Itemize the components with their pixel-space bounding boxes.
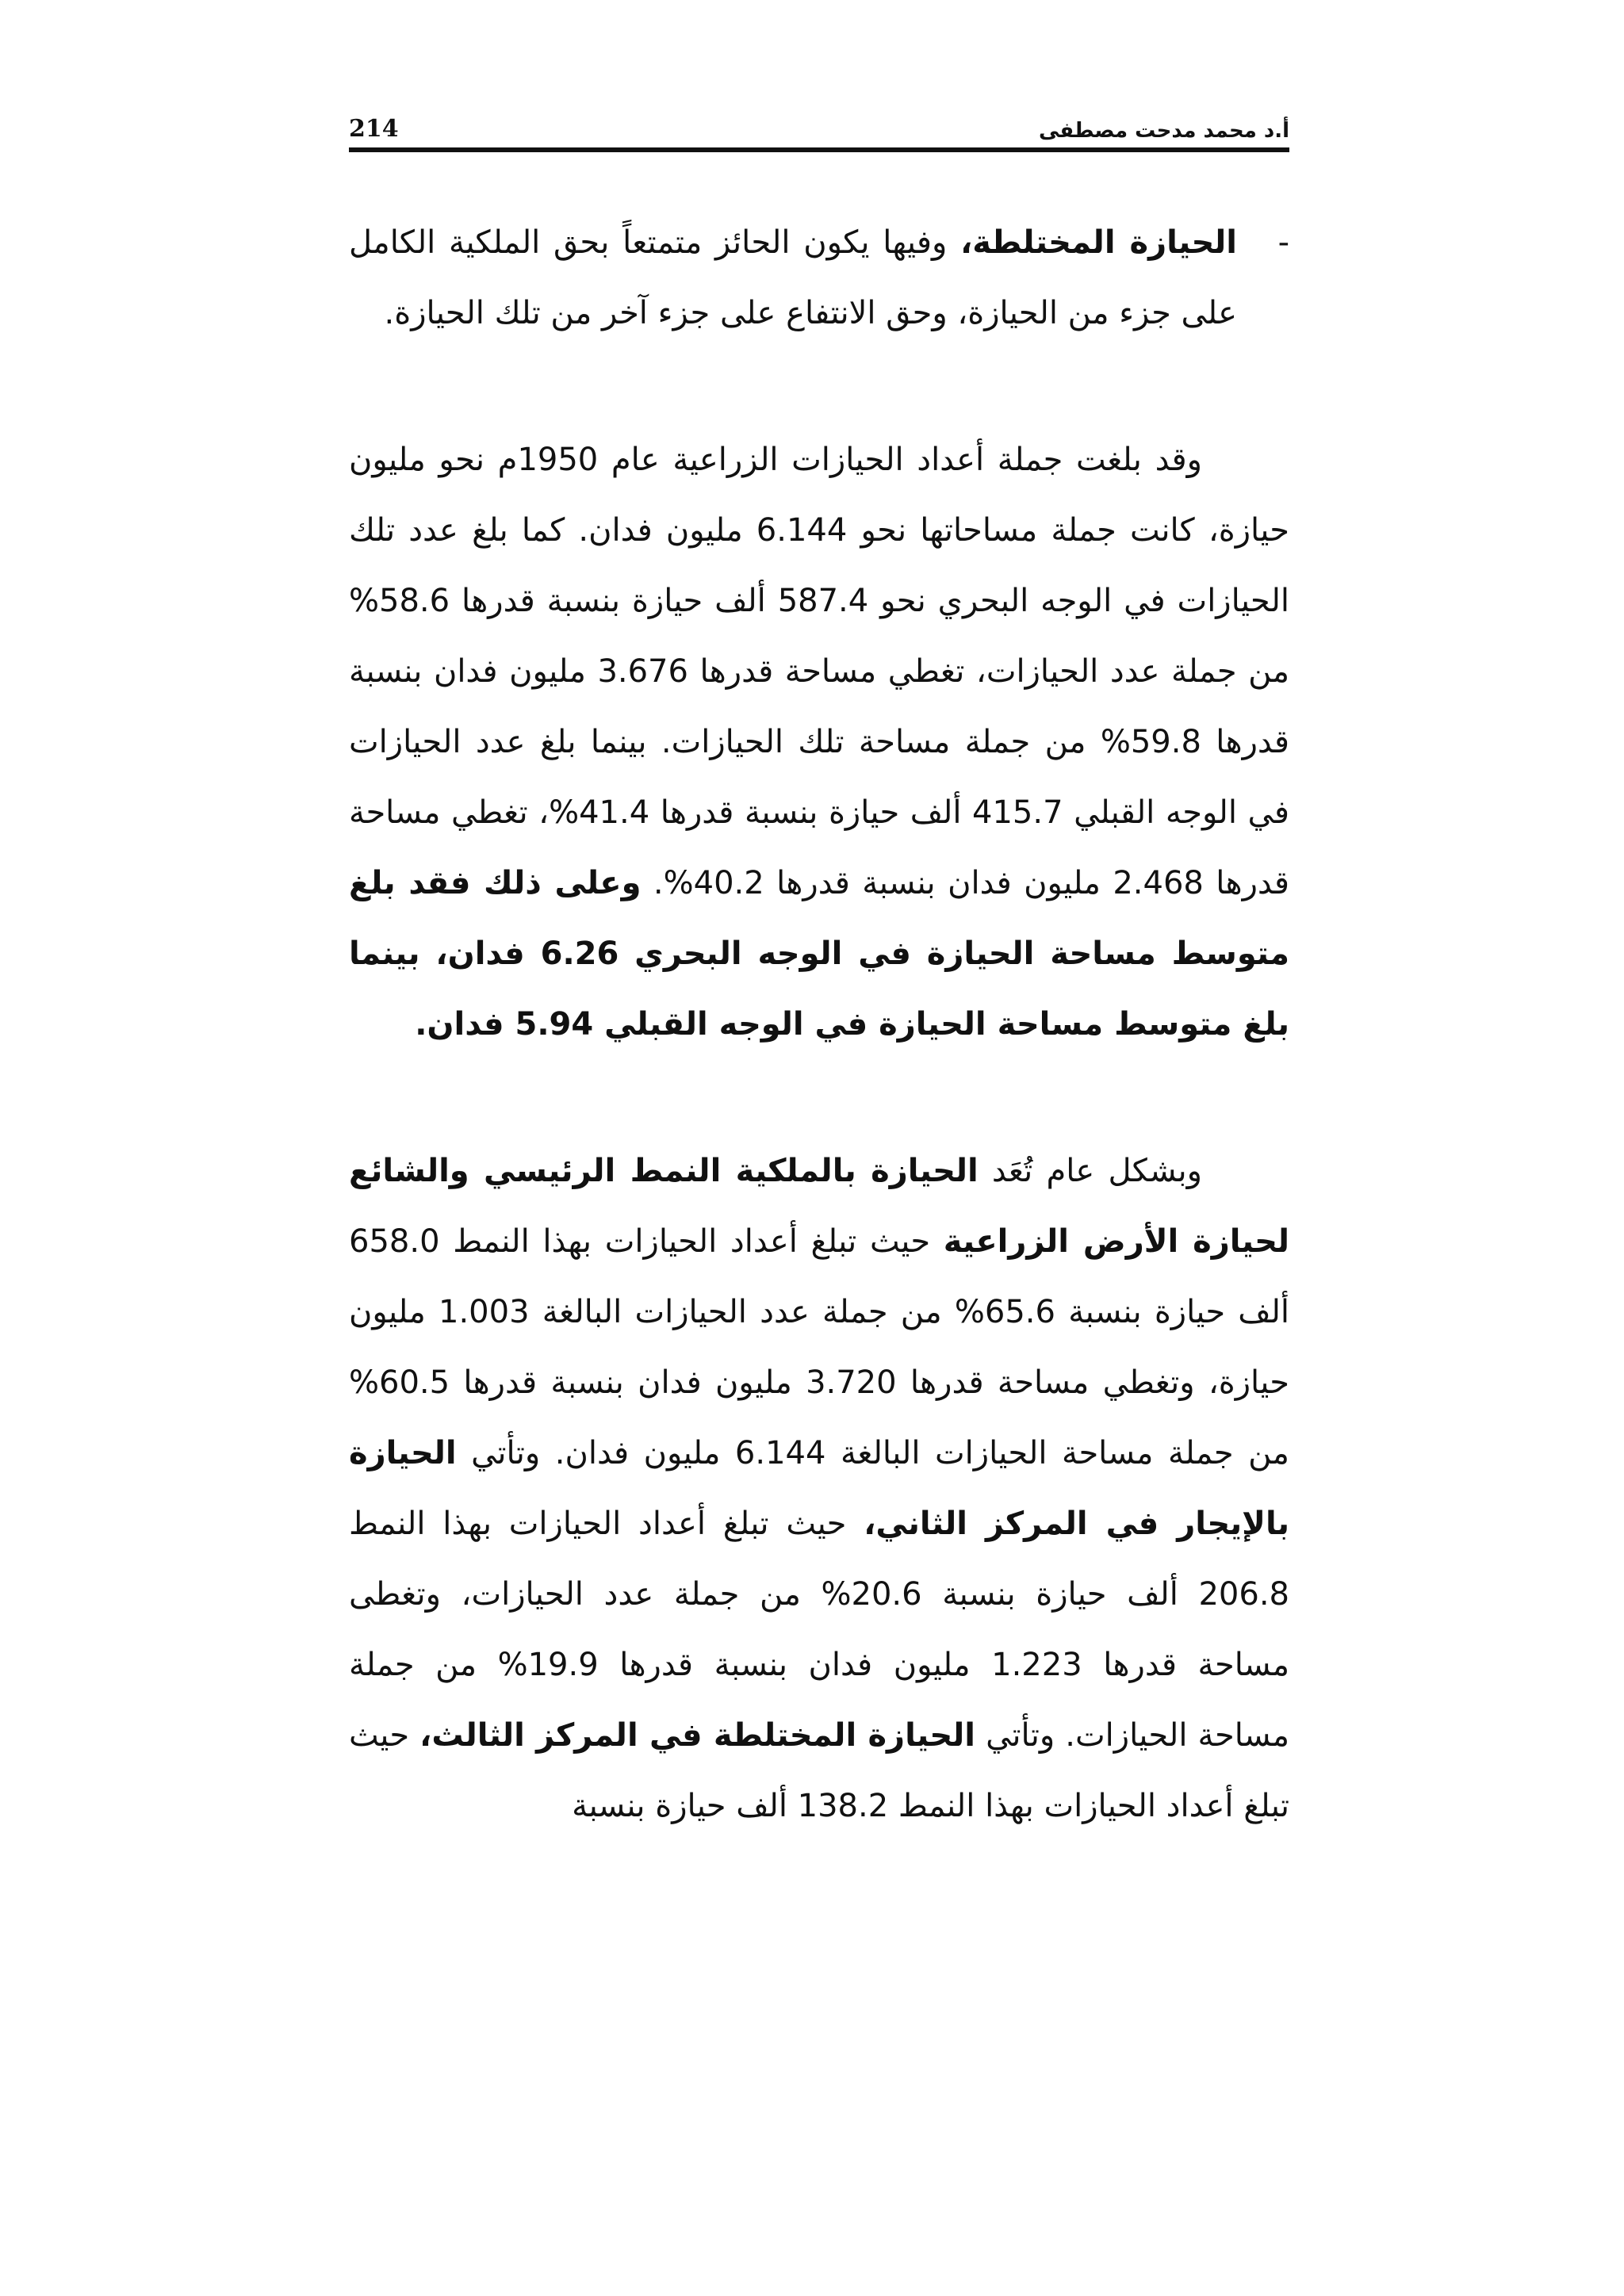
paragraph-2-text-1: وبشكل عام تُعَد	[978, 1153, 1202, 1189]
bullet-bold-lead: الحيازة المختلطة،	[960, 224, 1238, 261]
bullet-mark: -	[1277, 224, 1289, 261]
page-header	[349, 95, 1289, 143]
paragraph-1	[349, 425, 1289, 1060]
header-divider	[349, 147, 1289, 152]
page-number: 214	[349, 115, 399, 143]
paragraph-2-text-4: حيث تبلغ أعداد الحيازات بهذا النمط 138.2 ألف حيازة بنسبة	[349, 1717, 1289, 1824]
bullet-item	[349, 208, 1289, 349]
paragraph-1-text: وقد بلغت جملة أعداد الحيازات الزراعية عام 1950م نحو مليون حيازة، كانت جملة مساحاتها نحو 6.144 مليون فدان. كما بلغ عدد تلك الحيازات في الوجه البحري نحو 587.4 ألف حيازة بنسبة قدرها 58.6% من جملة عدد الحيازات، تغطي مساحة قدرها 3.676 مليون فدان بنسبة قدرها 59.8% من جملة مساحة تلك الحيازات. بينما بلغ عدد الحيازات في الوجه القبلي 415.7 ألف حيازة بنسبة قدرها 41.4%، تغطي مساحة قدرها 2.468 مليون فدان بنسبة قدرها 40.2%.	[349, 442, 1290, 901]
bullet-body: وفيها يكون الحائز متمتعاً بحق الملكية الكامل على جزء من الحيازة، وحق الانتفاع على جزء آخر من تلك الحيازة.	[349, 224, 1237, 331]
paragraph-2	[349, 1136, 1289, 1842]
paragraph-2-bold-1: الحيازة بالملكية النمط الرئيسي والشائع لحيازة الأرض الزراعية	[349, 1153, 1290, 1260]
paragraph-2-text-3: حيث تبلغ أعداد الحيازات بهذا النمط 206.8 ألف حيازة بنسبة 20.6% من جملة عدد الحيازات، وتغطى مساحة قدرها 1.223 مليون فدان بنسبة قدرها 19.9% من جملة مساحة الحيازات. وتأتي	[349, 1506, 1290, 1754]
document-body	[349, 208, 1289, 1842]
author-name: أ.د محمد مدحت مصطفى	[1038, 119, 1289, 143]
paragraph-2-bold-2: الحيازة بالإيجار في المركز الثاني،	[349, 1435, 1289, 1542]
bullet-text	[349, 208, 1237, 349]
paragraph-2-text-2: حيث تبلغ أعداد الحيازات بهذا النمط 658.0 ألف حيازة بنسبة 65.6% من جملة عدد الحيازات البالغة 1.003 مليون حيازة، وتغطي مساحة قدرها 3.720 مليون فدان بنسبة قدرها 60.5% من جملة مساحة الحيازات البالغة 6.144 مليون فدان. وتأتي	[349, 1223, 1290, 1471]
paragraph-1-bold: وعلى ذلك فقد بلغ متوسط مساحة الحيازة في الوجه البحري 6.26 فدان، بينما بلغ متوسط مساحة الحيازة في الوجه القبلي 5.94 فدان.	[349, 865, 1289, 1043]
paragraph-2-bold-3: الحيازة المختلطة في المركز الثالث،	[419, 1717, 975, 1754]
